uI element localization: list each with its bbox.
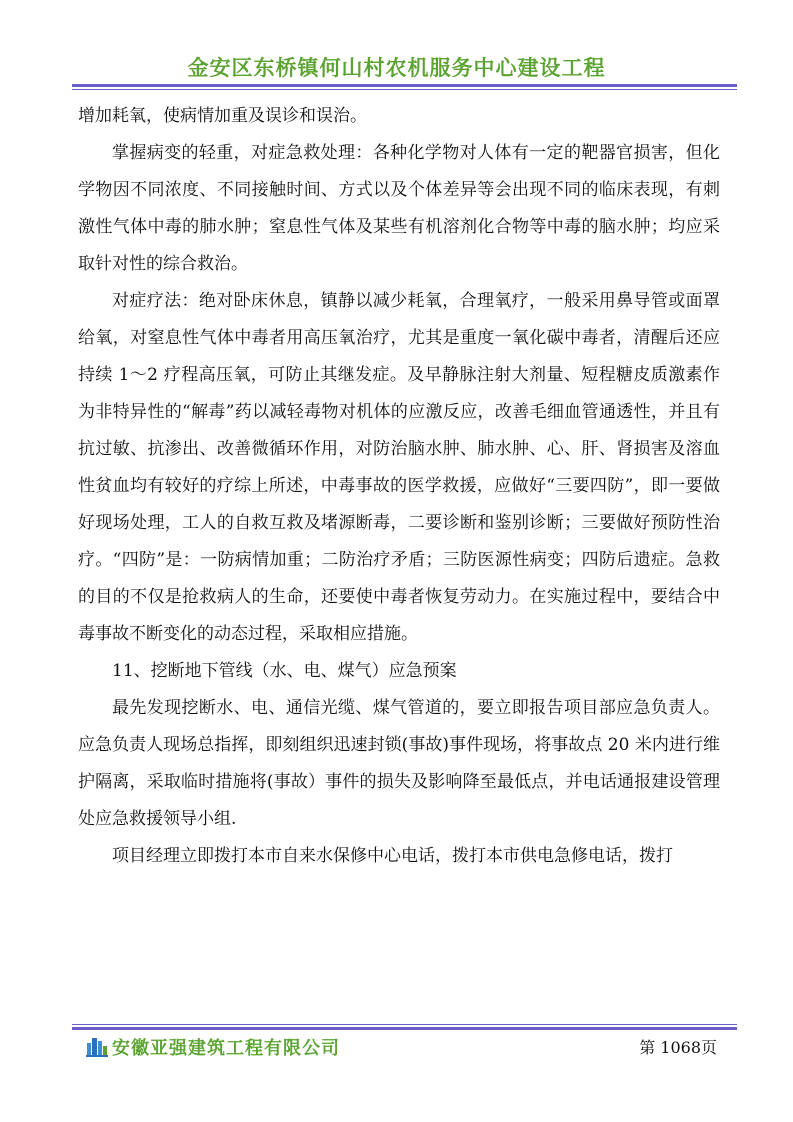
document-body: [78, 98, 720, 875]
company-name: 安徽亚强建筑工程有限公司: [112, 1038, 340, 1059]
building-logo-icon: [86, 1035, 108, 1057]
paragraph-continuation: 增加耗氧，使病情加重及误诊和误治。: [78, 106, 367, 126]
paragraph-lesion-treatment: 掌握病变的轻重，对症急救处理：各种化学物对人体有一定的靶器官损害，但化学物因不同浓度、不同接触时间、方式以及个体差异等会出现不同的临床表现，有刺激性气体中毒的肺水肿；窒息性气体及某些有机溶剂化合物等中毒的脑水肿；均应采取针对性的综合救治。: [78, 143, 720, 274]
paragraph-symptomatic-therapy: 对症疗法：绝对卧床休息，镇静以减少耗氧，合理氧疗，一般采用鼻导管或面罩给氧，对窒息性气体中毒者用高压氧治疗，尤其是重度一氧化碳中毒者，清醒后还应持续 1～2 疗程高压氧，可防止其继发症。及早静脉注射大剂量、短程糖皮质激素作为非特异性的“解毒”药以减轻毒物对机体的应激反应，改善毛细血管通透性，并且有抗过敏、抗渗出、改善微循环作用，对防治脑水肿、肺水肿、心、肝、肾损害及溶血性贫血均有较好的疗综上所述，中毒事故的医学救援，应做好“三要四防”，即一要做好现场处理，工人的自救互救及堵源断毒，二要诊断和鉴别诊断；三要做好预防性治疗。“四防”是：一防病情加重；二防治疗矛盾；三防医源性病变；四防后遗症。急救的目的不仅是抢救病人的生命，还要使中毒者恢复劳动力。在实施过程中，要结合中毒事故不断变化的动态过程，采取相应措施。: [78, 291, 720, 644]
page-number: 第 1068页: [639, 1038, 717, 1057]
footer-rule-thin: [72, 1024, 737, 1025]
header-rule-thick: [72, 84, 737, 87]
paragraph-first-discovery: 最先发现挖断水、电、通信光缆、煤气管道的，要立即报告项目部应急负责人。应急负责人现场总指挥，即刻组织迅速封锁(事故)事件现场，将事故点 20 米内进行维护隔离，采取临时措施将(事故）事件的损失及影响降至最低点，并电话通报建设管理处应急救援领导小组.: [78, 698, 720, 829]
paragraph-project-manager: 项目经理立即拨打本市自来水保修中心电话，拨打本市供电急修电话，拨打: [112, 846, 673, 866]
section-heading-pipeline-plan: 11、挖断地下管线（水、电、煤气）应急预案: [112, 661, 457, 681]
header-rule-thin: [72, 89, 737, 90]
footer-rule-thick: [72, 1027, 737, 1030]
document-title: 金安区东桥镇何山村农机服务中心建设工程: [187, 56, 606, 80]
